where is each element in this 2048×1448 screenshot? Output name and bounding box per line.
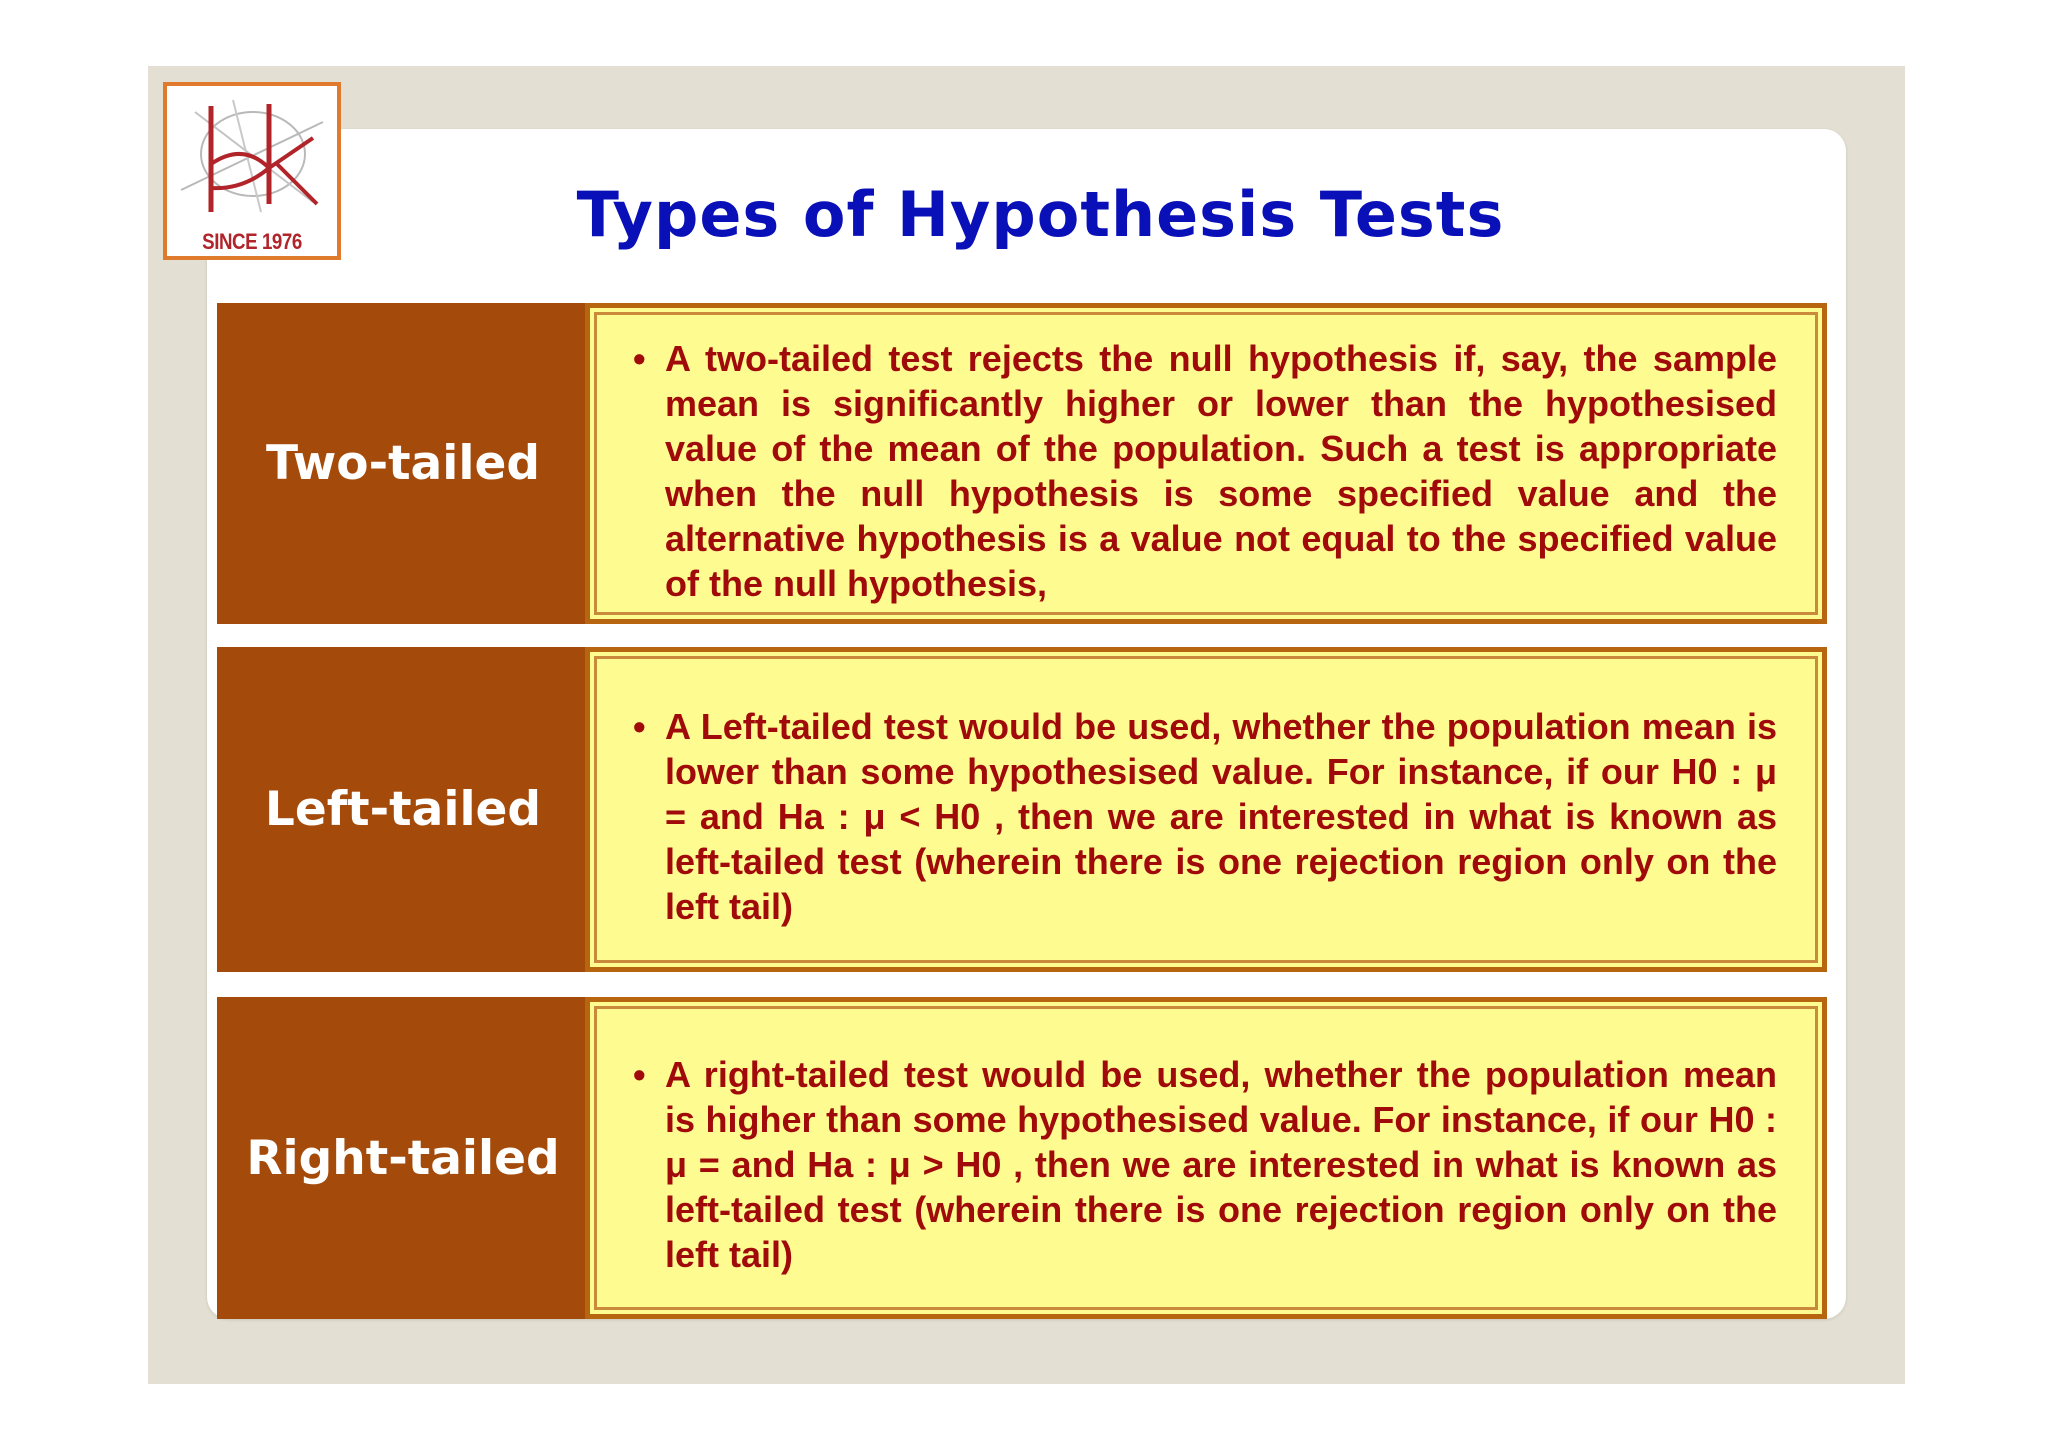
row-two-tailed xyxy=(217,303,1827,624)
row-label-two-tailed: Two-tailed xyxy=(217,303,589,624)
bullet-text: A Left-tailed test would be used, whether the population mean is lower than some hypothesised value. For instance, if our H0 : μ = and Ha : μ < H0 , then we are interested in what is known as left-tailed test (wherein there is one rejection region only on the left tail) xyxy=(665,706,1777,927)
logo-caption: SINCE 1976 xyxy=(202,229,302,254)
row-left-tailed xyxy=(217,647,1827,972)
bullet-item xyxy=(633,704,1777,929)
bullet-text: A two-tailed test rejects the null hypothesis if, say, the sample mean is significantly higher or lower than the hypothesised value of the mean of the population. Such a test is appropriate when the null hypothesis is some specified value and the alternative hypothesis is a value not equal to the specified value of the null hypothesis, xyxy=(665,338,1777,604)
bullet-icon: • xyxy=(633,1054,646,1095)
row-description-left-tailed xyxy=(585,647,1827,972)
row-description-right-tailed xyxy=(585,997,1827,1319)
bullet-icon: • xyxy=(633,706,646,747)
bullet-text: A right-tailed test would be used, whether the population mean is higher than some hypothesised value. For instance, if our H0 : μ = and Ha : μ > H0 , then we are interested in what is known as left-tailed test (wherein there is one rejection region only on the left tail) xyxy=(665,1054,1777,1275)
row-label-left-tailed: Left-tailed xyxy=(217,647,589,972)
row-right-tailed xyxy=(217,997,1827,1319)
bullet-icon: • xyxy=(633,338,646,379)
slide-title: Types of Hypothesis Tests xyxy=(576,178,1505,251)
bullet-item xyxy=(633,1052,1777,1277)
bullet-item xyxy=(633,336,1777,606)
row-description-two-tailed xyxy=(585,303,1827,624)
row-label-right-tailed: Right-tailed xyxy=(217,997,589,1319)
